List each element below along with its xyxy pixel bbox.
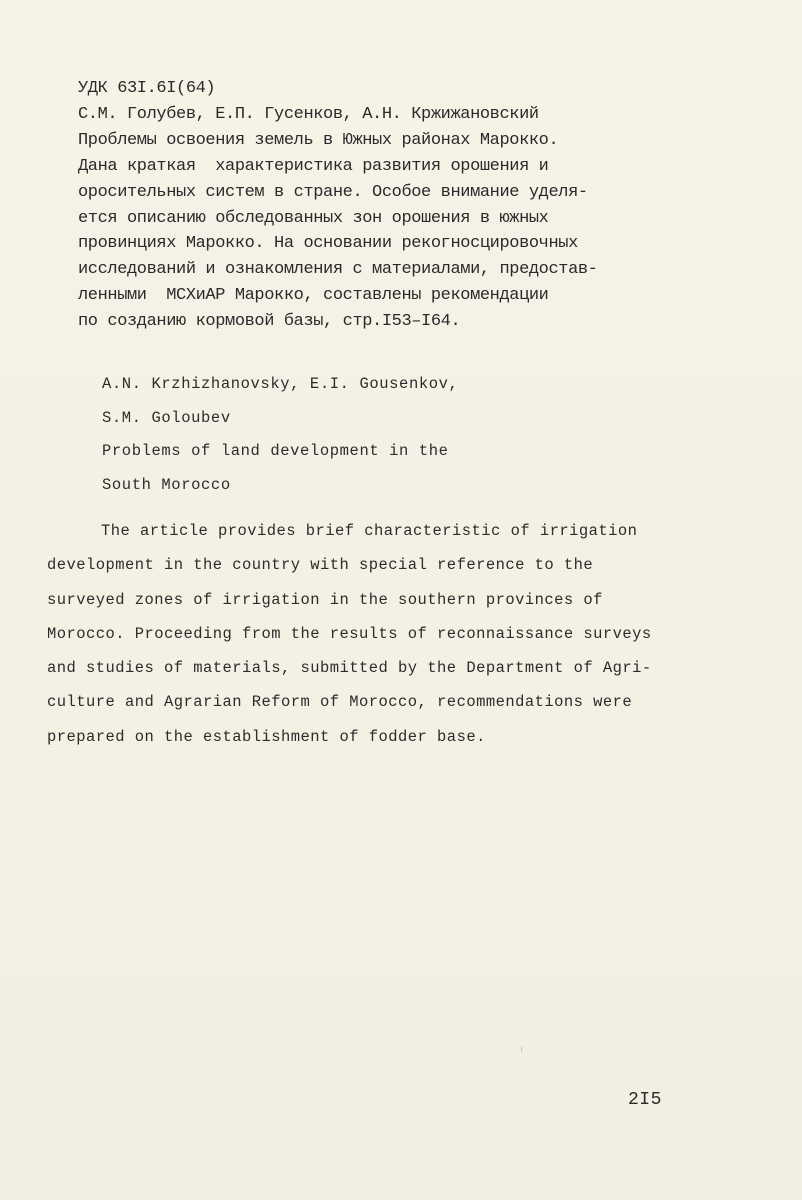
- russian-body-line: оросительных систем в стране. Особое внимание уделя-: [78, 182, 588, 202]
- english-title-line: Problems of land development in the: [102, 442, 449, 460]
- abstract-line: and studies of materials, submitted by the Department of Agri-: [47, 659, 652, 678]
- russian-body-line: ется описанию обследованных зон орошения в южных: [78, 208, 549, 228]
- abstract-line: development in the country with special reference to the: [47, 556, 594, 575]
- russian-body-line: исследований и ознакомления с материалами, предостав-: [78, 260, 598, 280]
- abstract-line: prepared on the establishment of fodder base.: [47, 727, 486, 746]
- russian-body-line: по созданию кормовой базы, стр.I53–I64.: [78, 312, 461, 332]
- page-number: 2I5: [628, 1090, 662, 1110]
- russian-body-line: ленными МСХиАР Марокко, составлены рекомендации: [78, 286, 549, 306]
- russian-body-line: Дана краткая характеристика развития орошения и: [78, 156, 549, 176]
- udk-code: УДК 63I.6I(64): [78, 79, 216, 98]
- russian-authors: С.М. Голубев, Е.П. Гусенков, А.Н. Кржижановский: [78, 104, 539, 124]
- english-authors-line: A.N. Krzhizhanovsky, E.I. Gousenkov,: [102, 375, 459, 393]
- english-title-line: South Morocco: [102, 475, 231, 494]
- russian-body-line: провинциях Марокко. На основании рекогносцировочных: [78, 234, 578, 254]
- english-header: [102, 368, 702, 502]
- abstract-line: The article provides brief characteristic of irrigation: [101, 522, 638, 540]
- english-abstract: [47, 514, 767, 754]
- abstract-line: surveyed zones of irrigation in the southern provinces of: [47, 590, 603, 609]
- english-authors-line: S.M. Goloubev: [102, 408, 231, 427]
- russian-title: Проблемы освоения земель в Южных районах Марокко.: [78, 130, 559, 150]
- russian-abstract: [78, 76, 778, 335]
- paper-speck: [521, 1046, 525, 1052]
- abstract-line: culture and Agrarian Reform of Morocco, recommendations were: [47, 693, 633, 712]
- abstract-line: Morocco. Proceeding from the results of reconnaissance surveys: [47, 624, 652, 643]
